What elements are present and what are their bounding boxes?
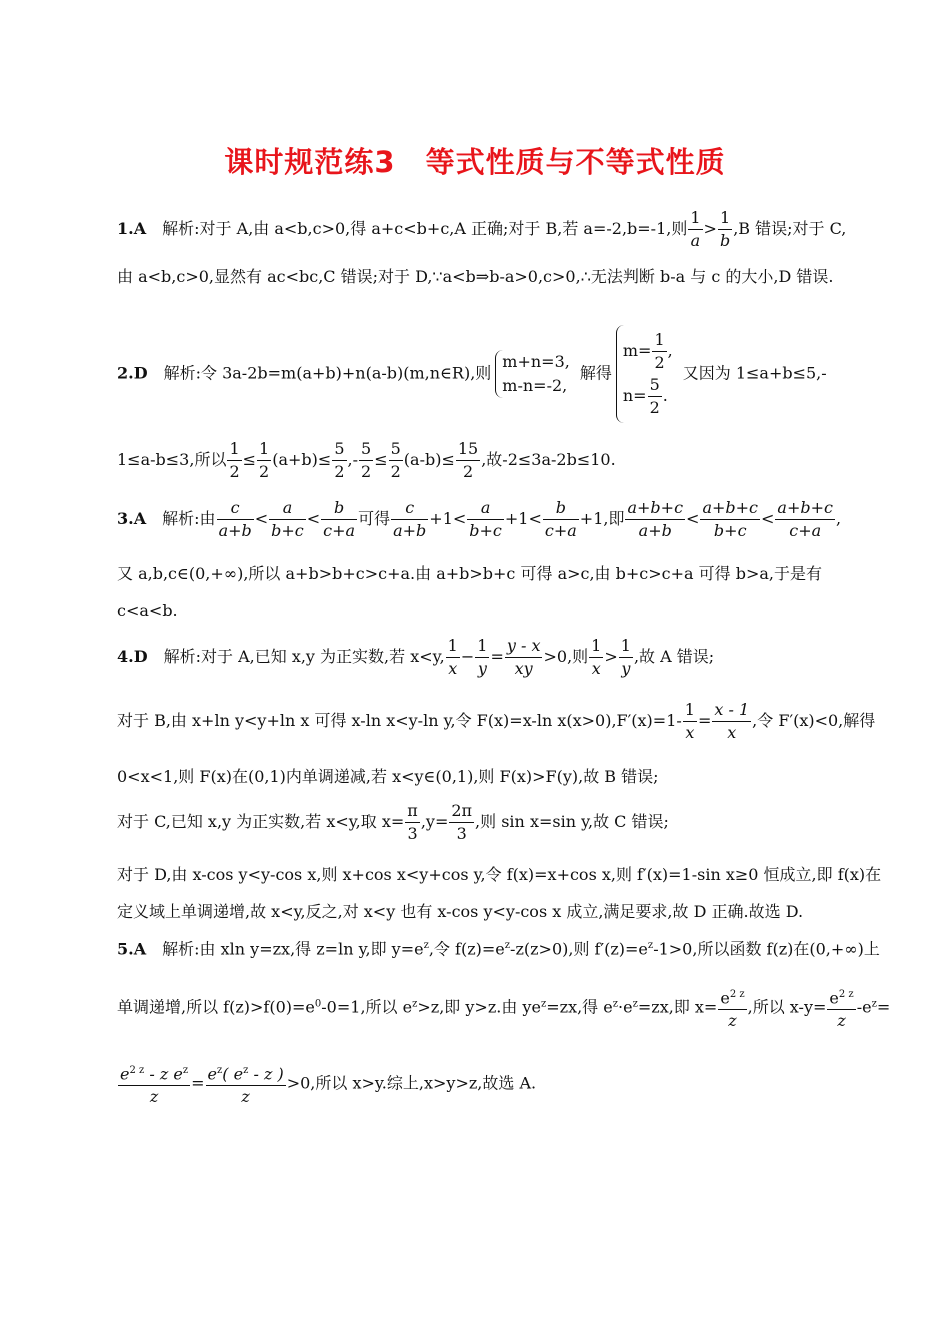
q1-tag: 解析	[162, 219, 195, 238]
q3-tag: 解析	[162, 509, 195, 528]
q2-line1	[117, 325, 827, 423]
page-title: 课时规范练3 等式性质与不等式性质	[224, 145, 726, 179]
q2-number: 2.D	[117, 363, 148, 383]
q2-system-1: m+n=3, m-n=-2,	[495, 350, 576, 398]
q5-tag: 解析	[162, 939, 195, 959]
q1-frac-1b: $\frac{1}{b}$	[719, 208, 731, 250]
q3-line2: 又 a,b,c∈(0,+∞),所以 a+b>b+c>c+a.由 a+b>b+c 可得 a>c,由 b+c>c+a 可得 b>a,于是有	[117, 564, 823, 583]
q1-text1: :对于 A,由 a<b,c>0,得 a+c<b+c,A 正确;对于 B,若 a=-2,b=-1,则	[194, 219, 688, 238]
q4-line1: 4.D 解析:对于 A,已知 x,y 为正实数,若 x<y, $\frac{1}{x}$ − $\frac{1}{y}$ = $\frac{y - x}{xy}$ >0,则 $\frac{1}{x}$ > $\frac{1}{y}$ ,故 A 错误;	[117, 636, 715, 678]
q5-line2: 单调递增,所以 $f(z)>f(0)=e^0-0=1$,所以 $e^z>z$,即 y>z.由 $ye^z=zx$,得 $e^z\cdot e^z=zx$,即 x= $\frac{e^{2 z}}{z}$ ,所以 x-y= $\frac{e^{2 z}}{z}$ $-e^z=$	[117, 984, 890, 1032]
q4-line5: 对于 D,由 x-cos y<y-cos x,则 x+cos x<y+cos y,令 f(x)=x+cos x,则 f′(x)=1-sin x≥0 恒成立,即 f(x)在	[117, 865, 882, 884]
q3-line3: c<a<b.	[117, 601, 178, 620]
q2-system-2: m= $\frac{1}{2}$ , n= $\frac{5}{2}$ .	[616, 325, 679, 423]
q2-text1: :令 3a-2b=m(a+b)+n(a-b)(m,n∈R),则	[195, 363, 492, 383]
q1-line1	[117, 207, 846, 252]
q5-line3: $\frac{e^{2 z} - z e^z}{z}$ = $\frac{e^z( e^z - z )}{z}$ >0,所以 x>y.综上,x>y>z,故选 A.	[117, 1060, 536, 1108]
q5-line1: 5.A 解析:由 xln y=zx,得 z=ln y,即 $y=e^z$,令 $f(z)=e^z-z(z>0)$,则 $f'(z)=e^z-1>0$,所以函数 f(z)在(0,+∞)上	[117, 939, 880, 959]
q4-line6: 定义域上单调递增,故 x<y,反之,对 x<y 也有 x-cos y<y-cos x 成立,满足要求,故 D 正确.故选 D.	[117, 902, 804, 921]
q1-text2: ,B 错误;对于 C,	[733, 219, 847, 238]
q1-number: 1.A	[117, 219, 147, 238]
q2-tag: 解析	[163, 363, 196, 383]
q4-number: 4.D	[117, 647, 148, 666]
q1-line2: 由 a<b,c>0,显然有 ac<bc,C 错误;对于 D,∵a<b⇒b-a>0,c>0,∴无法判断 b-a 与 c 的大小,D 错误.	[117, 267, 834, 286]
q4-line4: 对于 C,已知 x,y 为正实数,若 x<y,取 x= $\frac{\pi}{3}$ ,y= $\frac{2\pi}{3}$ ,则 sin x=sin y,故 C 错误;	[117, 801, 669, 843]
q2-text2: 解得	[579, 363, 612, 383]
q3-line1: 3.A 解析:由 $\frac{c}{a+b}$ < $\frac{a}{b+c}$ < $\frac{b}{c+a}$ 可得 $\frac{c}{a+b}$ +1< $\frac{a}{b+c}$ +1< $\frac{b}{c+a}$ +1,即 $\frac{a+b+c}{a+b}$ < $\frac{a+b+c}{b+c}$ < $\frac{a+b+c}{c+a}$ ,	[117, 498, 842, 540]
q4-line3: 0<x<1,则 F(x)在(0,1)内单调递减,若 x<y∈(0,1),则 F(x)>F(y),故 B 错误;	[117, 767, 659, 786]
q3-number: 3.A	[117, 509, 147, 528]
q1-op: >	[703, 219, 717, 238]
q2-line2: 1≤a-b≤3,所以 $\frac{1}{2}$ ≤ $\frac{1}{2}$ (a+b)≤ $\frac{5}{2}$ ,- $\frac{5}{2}$ ≤ $\frac{5}{2}$ (a-b)≤ $\frac{15}{2}$ ,故-2≤3a-2b≤10.	[117, 439, 616, 481]
q2-text3: 又因为 1≤a+b≤5,-	[682, 363, 827, 383]
q4-line2: 对于 B,由 x+ln y<y+ln x 可得 x-ln x<y-ln y,令 F(x)=x-ln x(x>0),F′(x)=1- $\frac{1}{x}$ = $\frac{x - 1}{x}$ ,令 F′(x)<0,解得	[117, 700, 876, 742]
q5-number: 5.A	[117, 939, 147, 959]
q1-frac-1a: $\frac{1}{a}$	[690, 208, 701, 250]
q4-tag: 解析	[163, 647, 196, 666]
